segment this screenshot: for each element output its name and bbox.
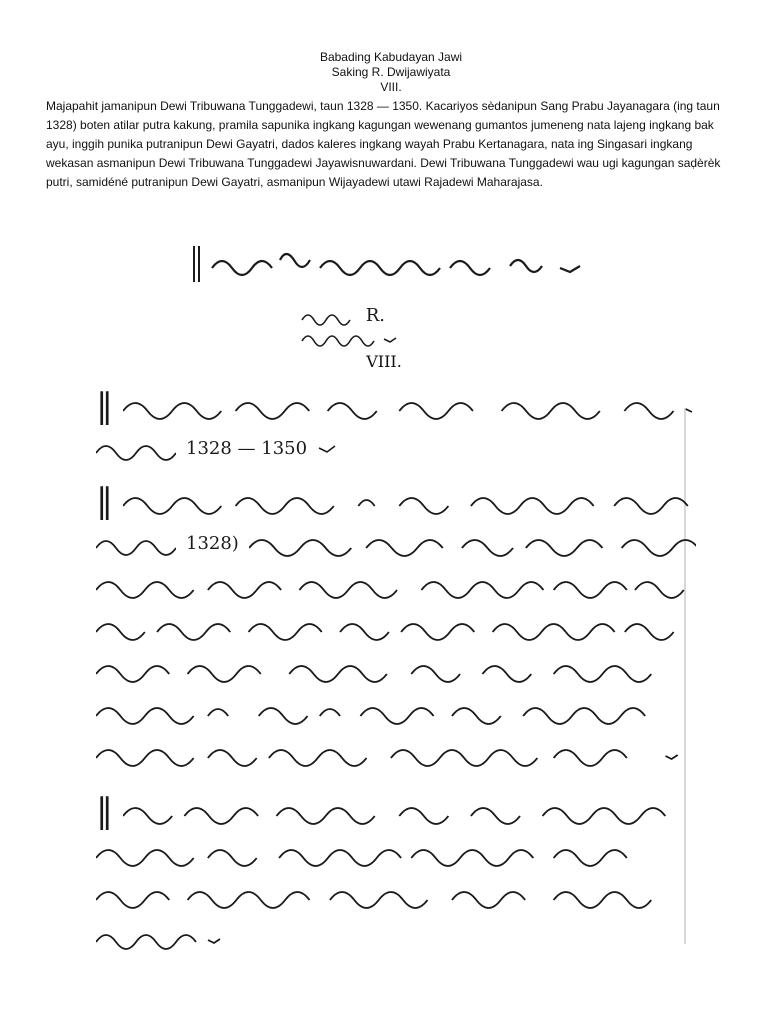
script-line (96, 916, 696, 958)
script-line: ‖ (96, 790, 696, 832)
body-paragraph: Majapahit jamanipun Dewi Tribuwana Tunggadewi, taun 1328 — 1350. Kacariyos sèdanipun Sang Prabu Jayanagara (ing taun 1328) boten atilar putra kakung, pramila sapunika ingkang kagungan wewenang gumantos jumeneng nata lajeng ingkang bak ayu, inggih punika putranipun Dewi Gayatri, dados kaleres ingkang wayah Prabu Kertanagara, nata ing Singasari ingkang wekasan asmanipun Dewi Tribuwana Tunggadewi Jayawisnuwardani. Dewi Tribuwana Tunggadewi wau ugi kagungan saḍèrèk putri, samidéné putranipun Dewi Gayatri, asmanipun Wijayadewi utawi Rajadewi Maharajasa. (46, 99, 721, 189)
year-single: 1328) (186, 532, 239, 554)
script-line (96, 690, 696, 732)
script-line (96, 606, 696, 648)
javanese-paragraph-3 (96, 790, 696, 958)
script-line: ‖ (96, 385, 696, 427)
script-line (96, 732, 696, 774)
javanese-author-script (300, 305, 480, 347)
author-initial: R. (365, 305, 386, 326)
latin-transcription (46, 50, 736, 192)
script-line (96, 832, 696, 874)
chapter-number: VIII. (380, 80, 402, 94)
script-line (96, 564, 696, 606)
script-line (96, 874, 696, 916)
javanese-paragraph-1 (96, 385, 696, 469)
script-line (96, 648, 696, 690)
chapter-roman: VIII. (366, 352, 402, 371)
years-range: 1328 — 1350 (186, 437, 308, 459)
javanese-paragraph-2 (96, 480, 696, 774)
javanese-title-script (190, 238, 590, 288)
document-author: Saking R. Dwijawiyata (331, 65, 451, 79)
script-line (96, 522, 696, 564)
script-line (96, 427, 696, 469)
script-line: ‖ (96, 480, 696, 522)
document-title: Babading Kabudayan Jawi (319, 50, 463, 64)
